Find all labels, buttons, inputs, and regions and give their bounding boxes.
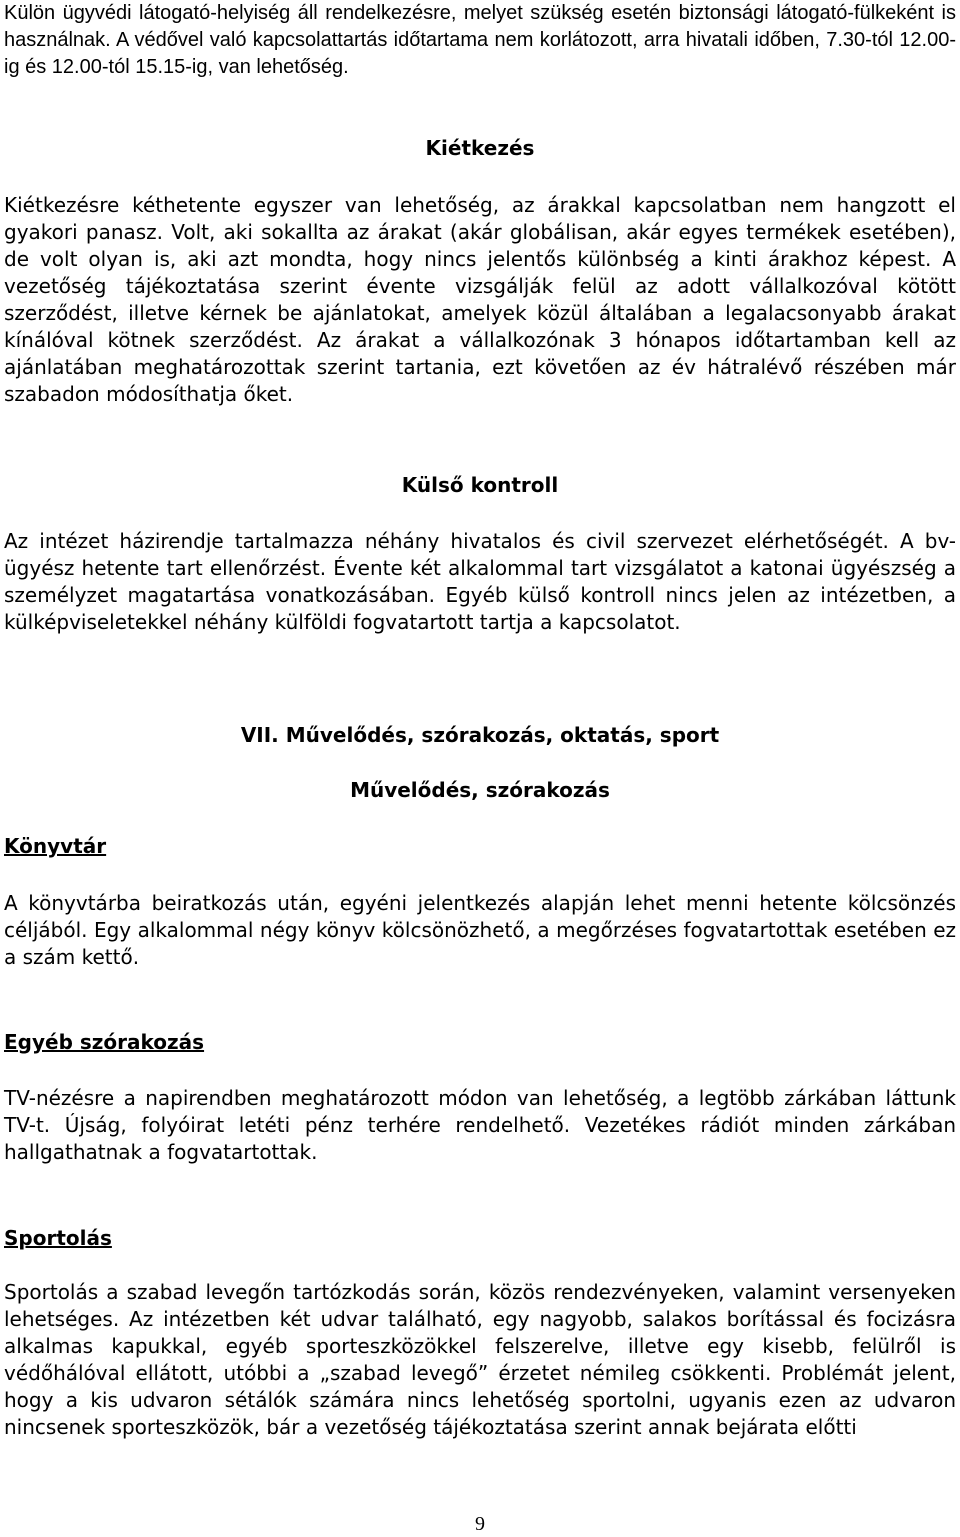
konyvtar-paragraph: A könyvtárba beiratkozás után, egyéni jelentkezés alapján lehet menni hetente kölcsönzés céljából. Egy alkalommal négy könyv kölcsönözhető, a megőrzéses fogvatartottak esetében ez a szám kettő.: [4, 891, 956, 969]
kulso-kontroll-heading: Külső kontroll: [401, 473, 559, 497]
page-number: 9: [475, 1513, 485, 1535]
egyeb-szorakozas-paragraph: TV-nézésre a napirendben meghatározott módon van lehetőség, a legtöbb zárkában láttunk TV-t. Újság, folyóirat letéti pénz terhére rendelhető. Vezetékes rádiót minden zárkában hallgathatnak a fogvatartottak.: [4, 1086, 956, 1164]
intro-paragraph: Külön ügyvédi látogató-helyiség áll rendelkezésre, melyet szükség esetén biztonsági látogató-fülkeként is használnak. A védővel való kapcsolattartás időtartama nem korlátozott, arra hivatali időben, 7.30-tól 12.00-ig és 12.00-tól 15.15-ig, van lehetőség.: [4, 2, 956, 78]
egyeb-szorakozas-heading: Egyéb szórakozás: [4, 1030, 205, 1054]
kulso-kontroll-paragraph: Az intézet házirendje tartalmazza néhány hivatalos és civil szervezet elérhetőségét. A bv-ügyész hetente tart ellenőrzést. Évente két alkalommal tart vizsgálatot a katonai ügyészség a személyzet magatartása vonatkozásában. Egyéb külső kontroll nincs jelen az intézetben, a külképviseletekkel néhány külföldi fogvatartott tartja a kapcsolatot.: [4, 529, 956, 634]
konyvtar-heading: Könyvtár: [4, 834, 107, 858]
kietkezes-paragraph: Kiétkezésre kéthetente egyszer van lehetőség, az árakkal kapcsolatban nem hangzott el gyakori panasz. Volt, aki sokallta az árakat (akár globálisan, akár egyes termékek esetében), de volt olyan is, aki azt mondta, hogy nincs jelentős különbség a kinti árakhoz képest. A vezetőség tájékoztatása szerint évente vizsgálják felül az adott vállalkozóval kötött szerződést, illetve kérnek be ajánlatokat, amelyek közül általában a legalacsonyabb árakat kínálóval kötnek szerződést. Az árakat a vállalkozónak 3 hónapos időtartamban kell az ajánlatában meghatározottak szerint tartania, ezt követően az év hátralévő részében már szabadon módosíthatja őket.: [4, 193, 956, 406]
sportolas-heading: Sportolás: [4, 1226, 112, 1250]
chapter-title: VII. Művelődés, szórakozás, oktatás, sport: [240, 723, 720, 747]
sportolas-paragraph: Sportolás a szabad levegőn tartózkodás során, közös rendezvényeken, valamint versenyeken lehetséges. Az intézetben két udvar található, egy nagyobb, salakos borítással és focizásra alkalmas kapukkal, egyéb sporteszközökkel felszerelve, illetve egy kisebb, felülről is védőhálóval ellátott, utóbbi a „szabad levegő” érzetet némileg csökkenti. Problémát jelent, hogy a kis udvaron sétálók számára nincs lehetőség sportolni, ugyanis ezen az udvaron nincsenek sporteszközök, bár a vezetőség tájékoztatása szerint annak bejárata előtti: [4, 1280, 956, 1439]
chapter-subtitle: Művelődés, szórakozás: [350, 778, 610, 802]
kietkezes-heading: Kiétkezés: [425, 136, 535, 160]
